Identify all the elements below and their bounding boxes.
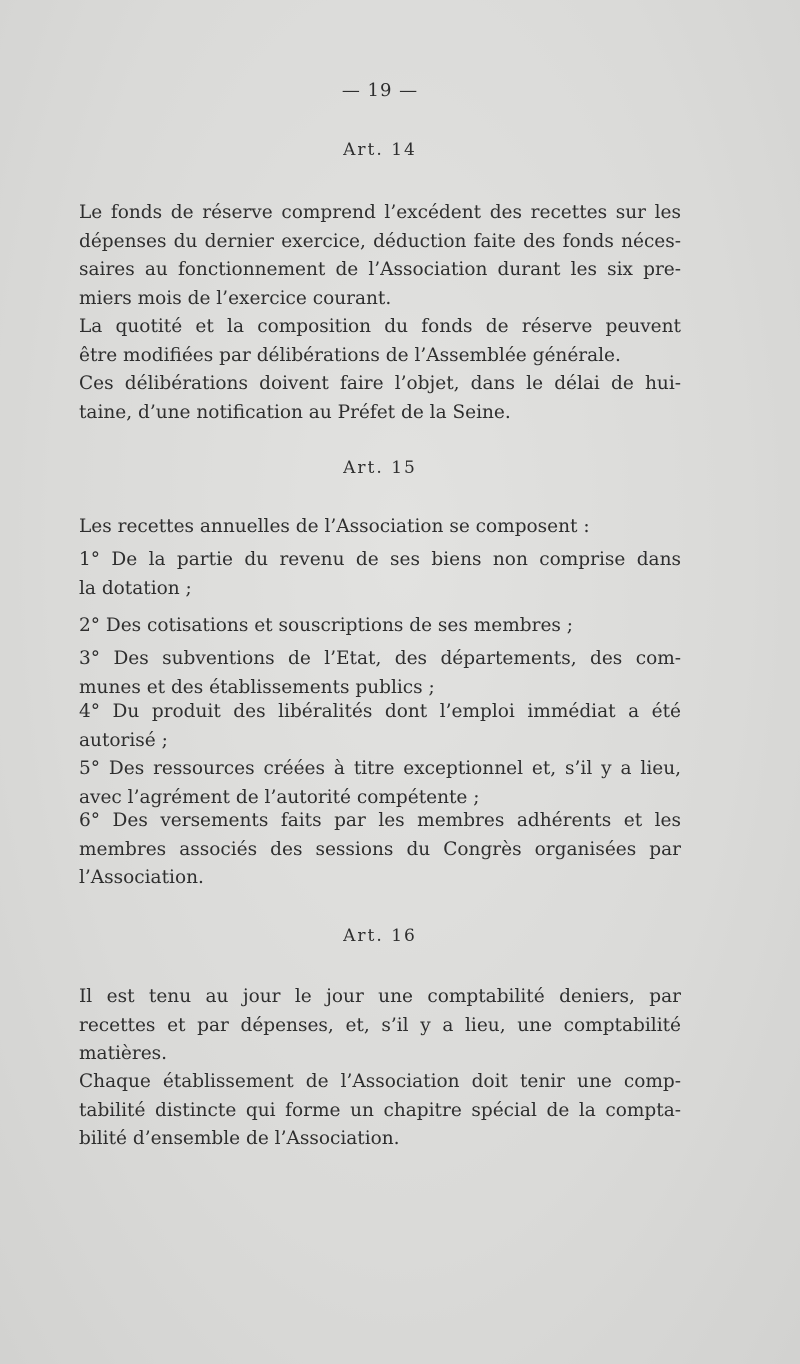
article-15-item-4 bbox=[79, 698, 681, 755]
text-line: être modifiées par délibérations de l’Assemblée générale. bbox=[79, 344, 621, 366]
text-line: l’Association. bbox=[79, 867, 204, 888]
text-line: 5° Des ressources créées à titre exceptionnel et, s’il y a lieu, bbox=[79, 758, 681, 779]
text-line: 6° Des versements faits par les membres adhérents et les bbox=[79, 810, 681, 831]
page-number: — 19 — bbox=[341, 80, 419, 101]
text-line: dépenses du dernier exercice, déduction faite des fonds néces- bbox=[79, 230, 681, 252]
text-line: taine, d’une notification au Préfet de la Seine. bbox=[79, 401, 511, 423]
article-15-item-1 bbox=[79, 546, 681, 603]
text-line: munes et des établissements publics ; bbox=[79, 676, 435, 698]
article-16-paragraph-1 bbox=[79, 983, 681, 1069]
text-line: 3° Des subventions de l’Etat, des départements, des com- bbox=[79, 648, 681, 669]
text-line: Chaque établissement de l’Association doit tenir une comp- bbox=[79, 1071, 681, 1092]
text-line: bilité d’ensemble de l’Association. bbox=[79, 1128, 400, 1149]
article-15-item-3 bbox=[79, 645, 681, 702]
text-line: La quotité et la composition du fonds de réserve peuvent bbox=[79, 316, 681, 337]
text-line: la dotation ; bbox=[79, 577, 192, 599]
article-15-paragraph-1 bbox=[79, 513, 681, 542]
text-line: tabilité distincte qui forme un chapitre spécial de la compta- bbox=[79, 1099, 681, 1121]
article-14-paragraph-2 bbox=[79, 313, 681, 370]
article-15-item-5 bbox=[79, 755, 681, 812]
text-line: Ces délibérations doivent faire l’objet, dans le délai de hui- bbox=[79, 373, 681, 394]
article-16-paragraph-2 bbox=[79, 1068, 681, 1154]
text-line: 2° Des cotisations et souscriptions de ses membres ; bbox=[79, 615, 574, 636]
text-line: Le fonds de réserve comprend l’excédent des recettes sur les bbox=[79, 202, 681, 223]
text-line: matières. bbox=[79, 1043, 168, 1064]
article-16-heading: Art. 16 bbox=[343, 926, 417, 946]
article-14-paragraph-3 bbox=[79, 370, 681, 427]
text-line: 4° Du produit des libéralités dont l’emploi immédiat a été bbox=[79, 701, 681, 722]
text-line: Il est tenu au jour le jour une comptabilité deniers, par bbox=[79, 986, 681, 1007]
text-line: Les recettes annuelles de l’Association se composent : bbox=[79, 516, 590, 537]
text-line: saires au fonctionnement de l’Association durant les six pre- bbox=[79, 259, 681, 280]
article-15-heading: Art. 15 bbox=[343, 458, 417, 478]
text-line: 1° De la partie du revenu de ses biens non comprise dans bbox=[79, 549, 681, 570]
text-line: avec l’agrément de l’autorité compétente ; bbox=[79, 786, 480, 808]
article-14-paragraph-1 bbox=[79, 199, 681, 313]
text-line: miers mois de l’exercice courant. bbox=[79, 287, 392, 309]
text-line: autorisé ; bbox=[79, 729, 168, 751]
text-line: recettes et par dépenses, et, s’il y a lieu, une comptabilité bbox=[79, 1014, 681, 1036]
text-line: membres associés des sessions du Congrès organisées par bbox=[79, 838, 681, 860]
article-15-item-2 bbox=[79, 612, 681, 641]
article-14-heading: Art. 14 bbox=[343, 140, 417, 160]
article-15-item-6 bbox=[79, 807, 681, 893]
